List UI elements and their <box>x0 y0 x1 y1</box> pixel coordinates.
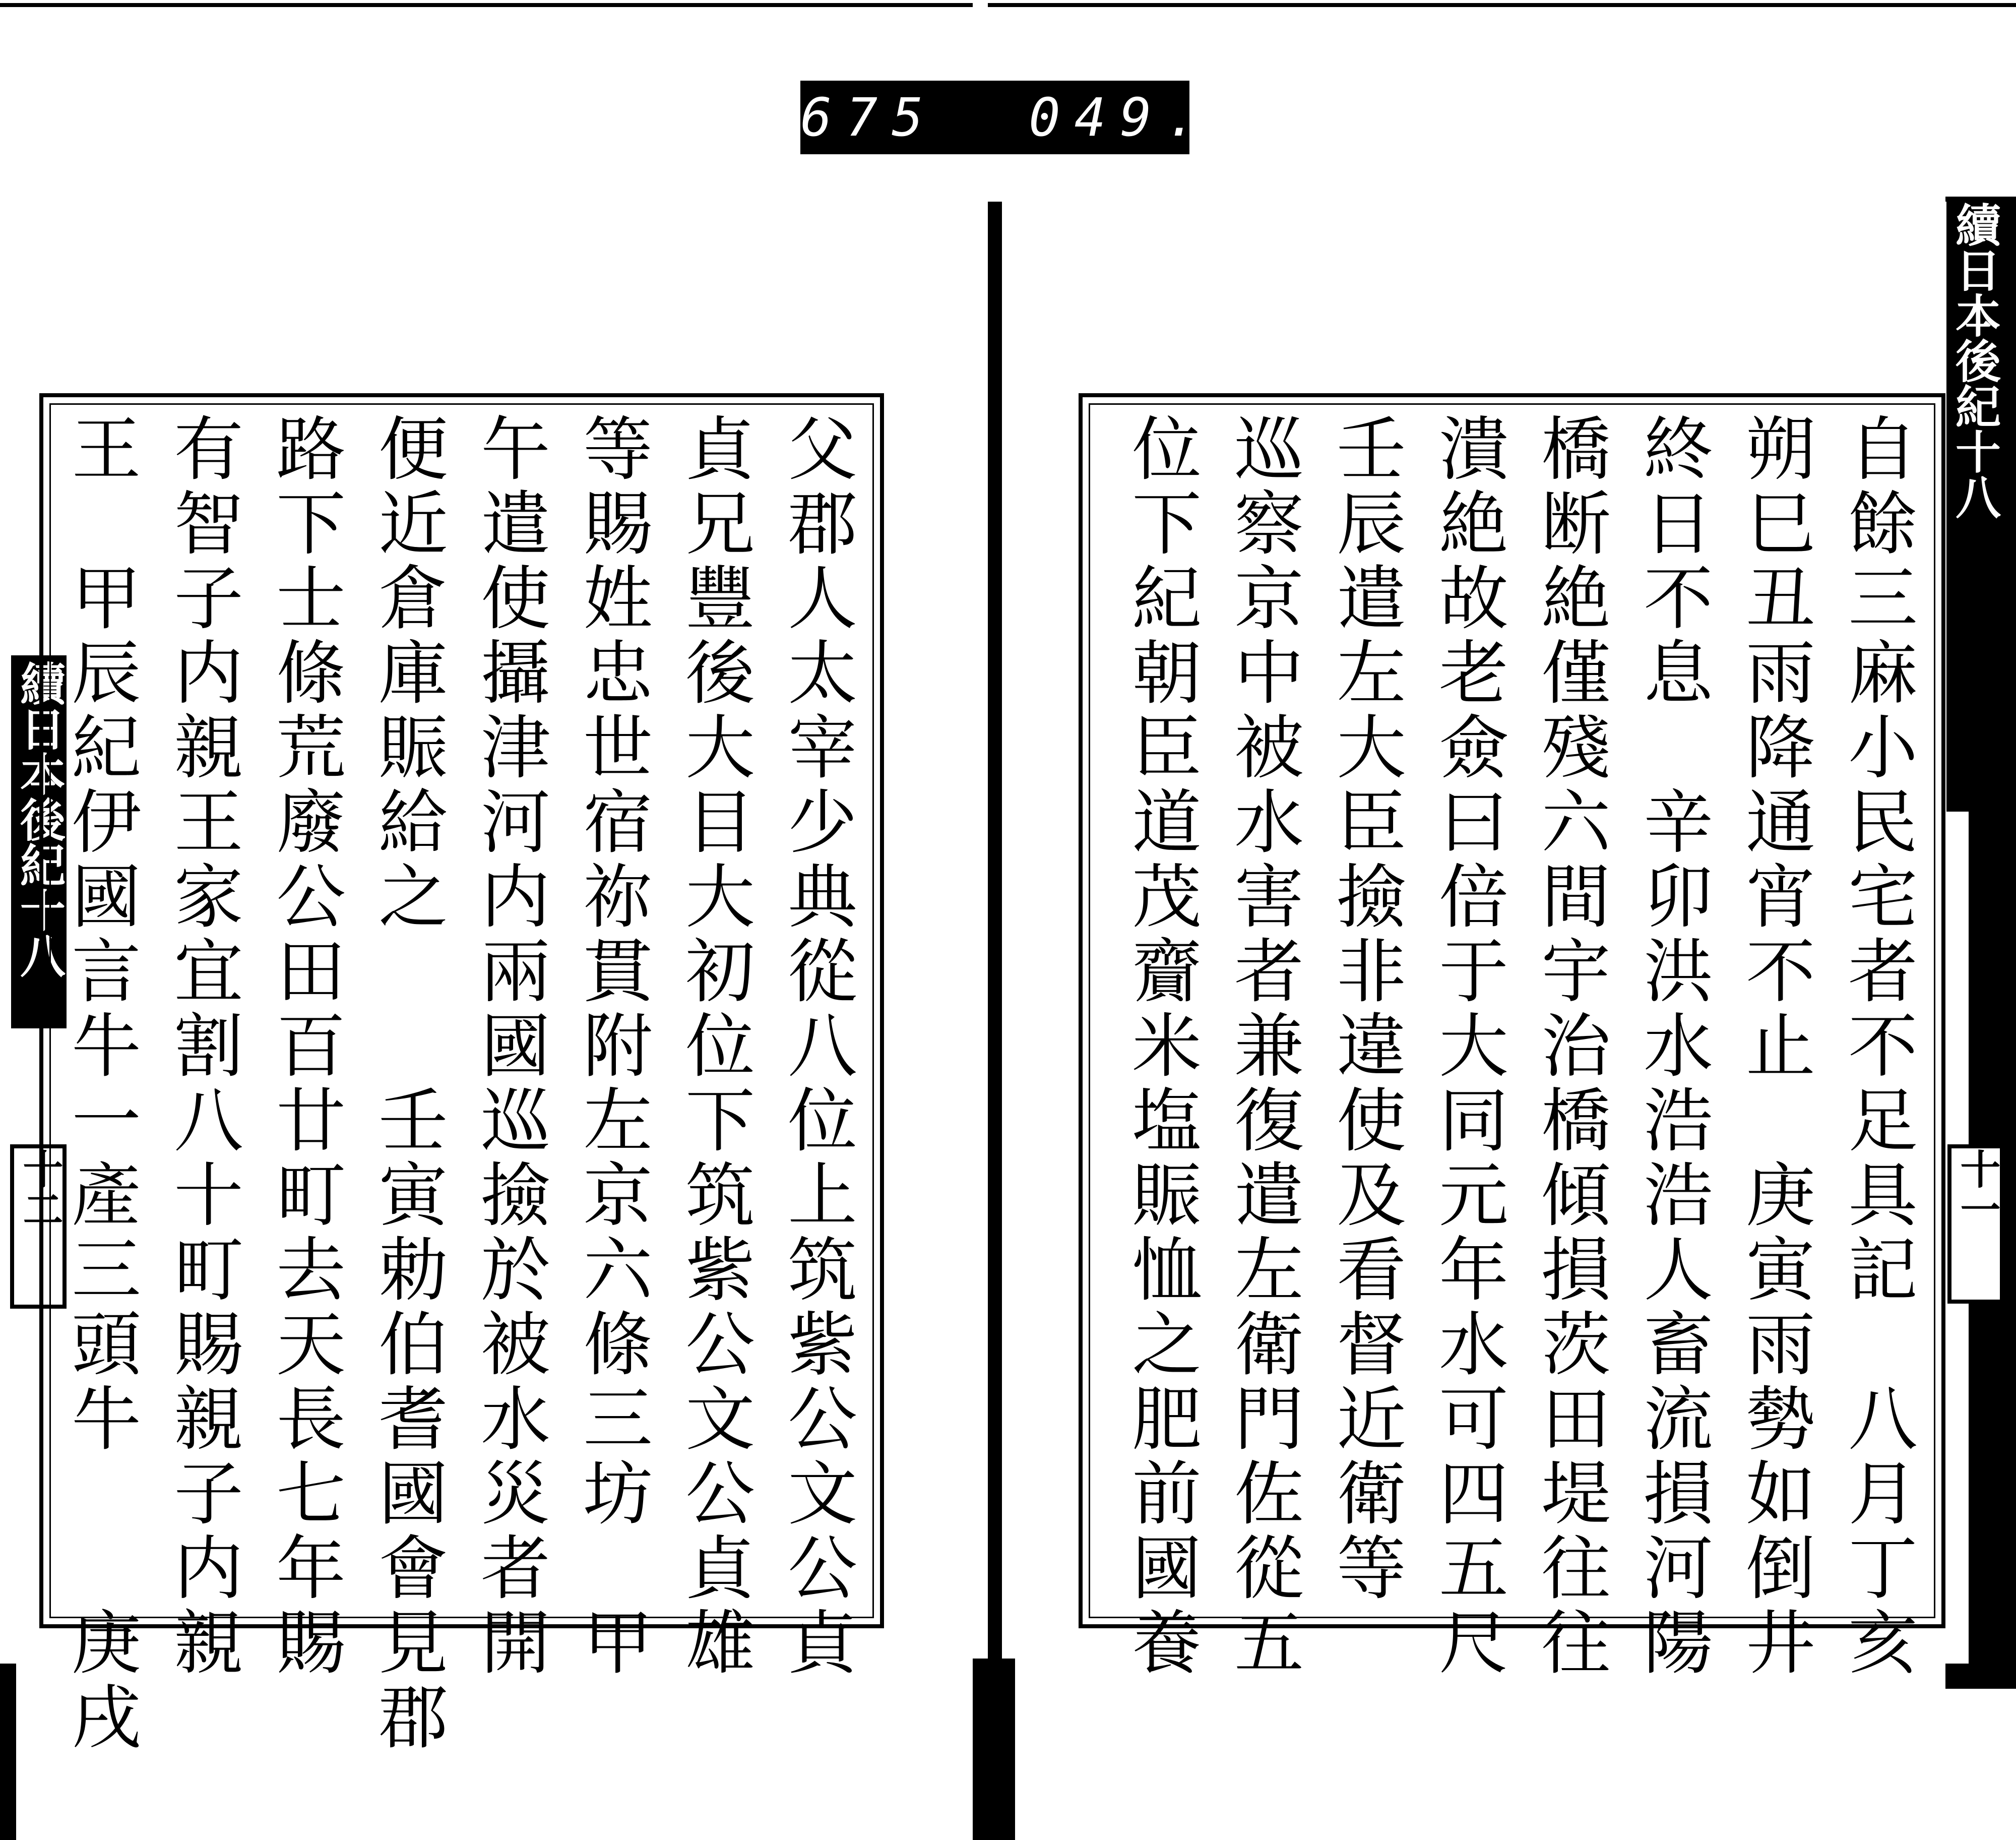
text-column: 父郡人太宰少典從八位上筑紫公文公貞 <box>776 412 857 1681</box>
right-text-frame <box>1079 393 1945 1681</box>
text-column: 王 甲辰紀伊國言牛一產三頭牛 庚戌 <box>60 412 141 1755</box>
text-column: 便近倉庫賑給之 壬寅勅伯耆國會見郡 <box>367 412 448 1755</box>
text-column: 壬辰遣左大臣撿非違使及看督近衛等 <box>1325 412 1406 1606</box>
text-column: 路下士條荒廢公田百廿町去天長七年賜 <box>265 412 346 1681</box>
text-column: 貞兄豐後大目大初位下筑紫公文公貞雄 <box>674 412 755 1681</box>
text-column: 巡察京中被水害者兼復遣左衛門佐從五 <box>1223 412 1304 1681</box>
book-gutter-foot <box>973 1659 1015 1840</box>
top-rule-left <box>0 3 973 7</box>
top-rule-right <box>988 3 2016 7</box>
book-gutter <box>989 202 1000 1694</box>
text-column: 自餘三麻小民宅者不足具記 八月丁亥 <box>1837 412 1918 1681</box>
text-column: 朔巳丑雨降通宵不止 庚寅雨勢如倒井 <box>1734 412 1815 1681</box>
right-folio-number: 十一 <box>1947 1144 2004 1304</box>
text-column: 有智子内親王家宜割八十町賜親子内親 <box>162 412 243 1681</box>
left-folio-number: 十二 <box>10 1144 67 1309</box>
text-column: 位下紀朝臣道茂齎米塩賑恤之肥前國養 <box>1120 412 1202 1681</box>
left-text-block <box>49 412 868 1755</box>
left-running-title: 續日本後紀十八 <box>11 655 67 1028</box>
right-text-block <box>1110 412 1928 1681</box>
text-column: 午遣使攝津河内兩國巡撿於被水災者開 <box>469 412 550 1681</box>
text-column: 終日不息 辛卯洪水浩浩人畜流損河陽 <box>1632 412 1713 1681</box>
right-running-title: 續日本後紀十八 <box>1946 197 2002 812</box>
text-column: 等賜姓忠世宿祢貫附左京六條三坊 甲 <box>572 412 653 1681</box>
text-column: 潰絶故老僉曰倍于大同元年水可四五尺 <box>1427 412 1508 1681</box>
left-text-frame <box>39 393 884 1755</box>
text-column: 橋断絶僅殘六間宇治橋傾損茨田堤往往 <box>1530 412 1611 1681</box>
reel-frame-number: 675 049. <box>800 81 1189 154</box>
